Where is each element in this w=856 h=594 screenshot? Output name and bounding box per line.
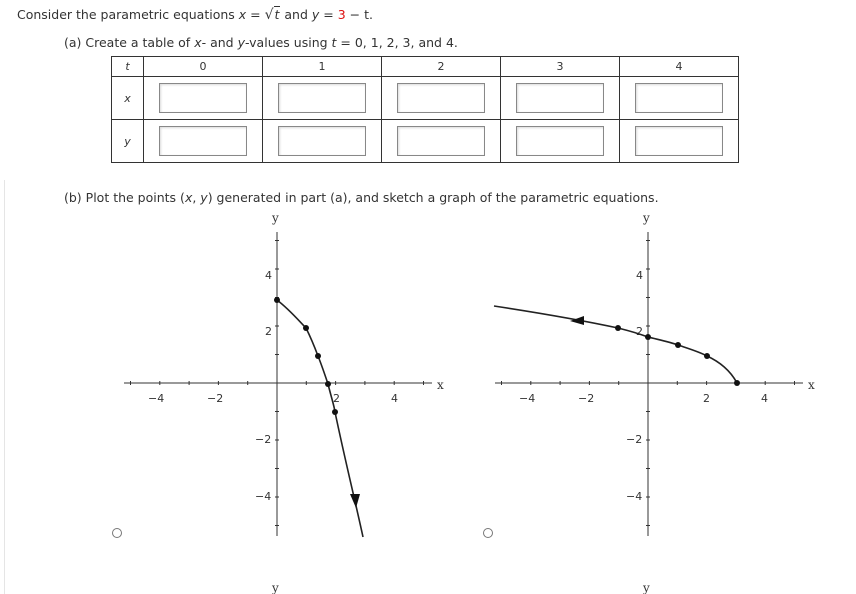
part-b-comma: , bbox=[192, 190, 201, 205]
table-header-cell: 4 bbox=[620, 57, 739, 77]
data-point bbox=[303, 325, 309, 331]
x-tick-label: 2 bbox=[333, 392, 340, 405]
table-header-cell: 3 bbox=[501, 57, 620, 77]
data-point bbox=[315, 353, 321, 359]
intro-prefix: Consider the parametric equations bbox=[17, 7, 239, 22]
data-point bbox=[645, 334, 651, 340]
table-cell bbox=[620, 77, 739, 120]
x-tick-label: 4 bbox=[391, 392, 398, 405]
y-tick-label: 2 bbox=[636, 325, 643, 338]
part-a-x-var: x bbox=[194, 35, 202, 50]
intro-mid: and bbox=[280, 7, 312, 22]
y-input-t3[interactable] bbox=[516, 126, 604, 156]
x-input-t4[interactable] bbox=[635, 83, 723, 113]
option-2-radio[interactable] bbox=[483, 528, 493, 538]
y-input-t0[interactable] bbox=[159, 126, 247, 156]
table-row-x bbox=[112, 77, 739, 120]
axis-x-label: x bbox=[808, 378, 815, 392]
data-point bbox=[615, 325, 621, 331]
part-a-prompt bbox=[64, 35, 458, 50]
data-point bbox=[734, 380, 740, 386]
x-input-t0[interactable] bbox=[159, 83, 247, 113]
intro-eq1: = bbox=[246, 7, 265, 22]
part-b-x-var: x bbox=[184, 190, 193, 205]
intro-y-var: y bbox=[311, 7, 320, 22]
data-point bbox=[704, 353, 710, 359]
y-tick-label: −4 bbox=[626, 490, 643, 503]
direction-arrow bbox=[350, 494, 360, 508]
x-tick-label: −4 bbox=[148, 392, 165, 405]
intro-y-rest: − t. bbox=[345, 7, 373, 22]
left-border bbox=[4, 180, 5, 594]
graph-option-1 bbox=[120, 208, 450, 594]
data-point bbox=[274, 297, 280, 303]
intro-eq2: = bbox=[319, 7, 338, 22]
y-tick-label: 4 bbox=[265, 269, 272, 282]
y-tick-label: 4 bbox=[636, 269, 643, 282]
table-cell bbox=[382, 120, 501, 163]
y-input-t2[interactable] bbox=[397, 126, 485, 156]
curve bbox=[494, 306, 737, 383]
part-a-t-var: t bbox=[331, 35, 337, 50]
axis-x-label: x bbox=[437, 378, 444, 392]
x-input-t1[interactable] bbox=[278, 83, 366, 113]
row-label-y: y bbox=[112, 120, 144, 163]
table-header-cell: 2 bbox=[382, 57, 501, 77]
part-b-prompt bbox=[64, 190, 659, 205]
row-label-x: x bbox=[112, 77, 144, 120]
graph-option-2 bbox=[490, 208, 830, 594]
sqrt-expression bbox=[265, 7, 281, 23]
y-tick-label: −2 bbox=[255, 433, 272, 446]
x-tick-label: −4 bbox=[519, 392, 536, 405]
part-a-suffix: = 0, 1, 2, 3, and 4. bbox=[336, 35, 458, 50]
sqrt-arg: t bbox=[274, 7, 280, 22]
x-tick-label: 4 bbox=[761, 392, 768, 405]
part-a-suffix-pre: -values using bbox=[244, 35, 332, 50]
table-cell bbox=[501, 77, 620, 120]
y-tick-label: −4 bbox=[255, 490, 272, 503]
table-header-cell: 0 bbox=[144, 57, 263, 77]
part-b-suffix: ) generated in part (a), and sketch a graph of the parametric equations. bbox=[207, 190, 659, 205]
x-tick-label: −2 bbox=[207, 392, 224, 405]
bottom-axis-label: y bbox=[272, 581, 279, 594]
direction-arrow bbox=[570, 316, 584, 325]
table-cell bbox=[620, 120, 739, 163]
table-header-row bbox=[112, 57, 739, 77]
intro-x-var: x bbox=[238, 7, 247, 22]
curve bbox=[277, 300, 363, 537]
x-tick-label: −2 bbox=[578, 392, 595, 405]
part-a-prefix: (a) Create a table of bbox=[64, 35, 195, 50]
part-b-prefix: (b) Plot the points ( bbox=[64, 190, 185, 205]
y-input-t4[interactable] bbox=[635, 126, 723, 156]
data-point bbox=[325, 381, 331, 387]
question-intro bbox=[17, 7, 373, 23]
table-cell bbox=[263, 120, 382, 163]
values-table bbox=[111, 56, 739, 163]
table-row-y bbox=[112, 120, 739, 163]
table-cell bbox=[144, 120, 263, 163]
part-b-y-var: y bbox=[200, 190, 208, 205]
table-cell bbox=[382, 77, 501, 120]
x-input-t3[interactable] bbox=[516, 83, 604, 113]
sqrt-symbol: √ bbox=[264, 7, 274, 23]
y-tick-label: −2 bbox=[626, 433, 643, 446]
x-input-t2[interactable] bbox=[397, 83, 485, 113]
y-tick-label: 2 bbox=[265, 325, 272, 338]
table-cell bbox=[144, 77, 263, 120]
table-header-t: t bbox=[112, 57, 144, 77]
table-header-cell: 1 bbox=[263, 57, 382, 77]
option-1-radio[interactable] bbox=[112, 528, 122, 538]
x-tick-label: 2 bbox=[703, 392, 710, 405]
axis-y-label: y bbox=[272, 211, 279, 225]
data-point bbox=[332, 409, 338, 415]
data-point bbox=[675, 342, 681, 348]
part-a-middle: - and bbox=[201, 35, 238, 50]
axis-y-label: y bbox=[643, 211, 650, 225]
table-cell bbox=[263, 77, 382, 120]
bottom-axis-label: y bbox=[643, 581, 650, 594]
intro-y-const: 3 bbox=[337, 7, 346, 22]
part-a-y-var: y bbox=[237, 35, 245, 50]
y-input-t1[interactable] bbox=[278, 126, 366, 156]
table-cell bbox=[501, 120, 620, 163]
